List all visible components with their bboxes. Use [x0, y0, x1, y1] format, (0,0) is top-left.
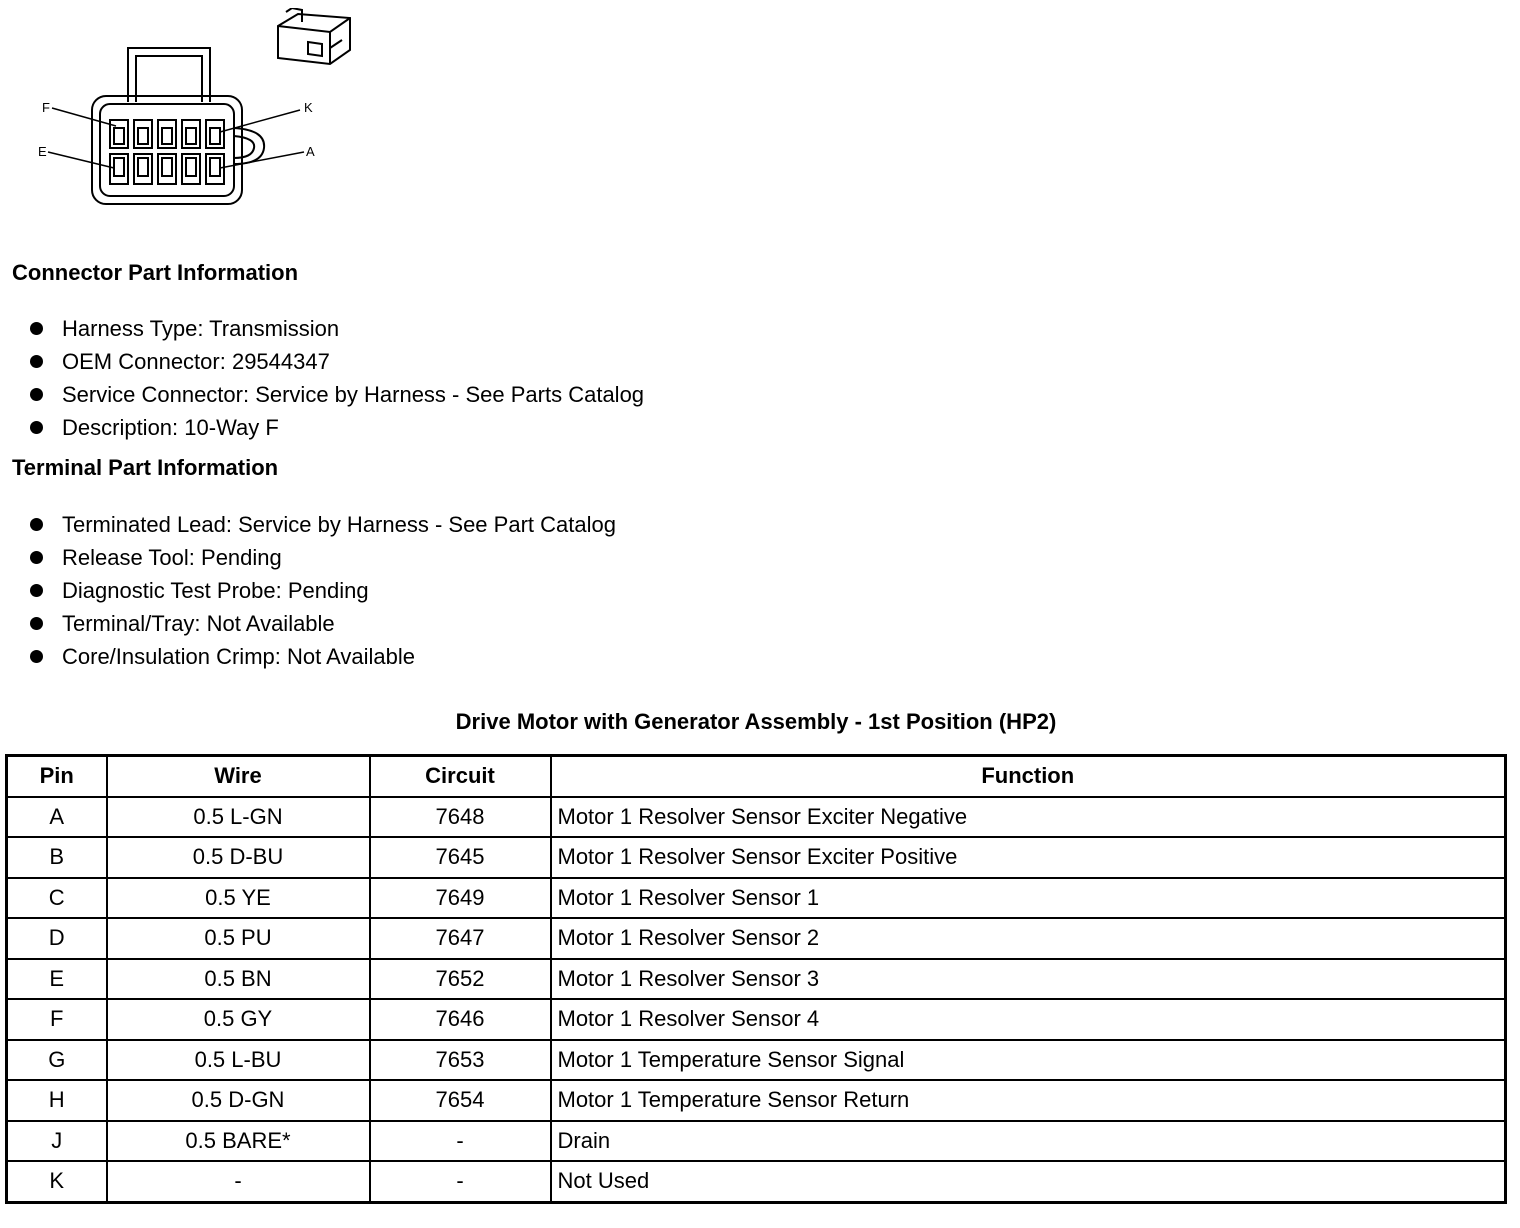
table-row — [7, 959, 1506, 1000]
terminal-info-list — [30, 508, 616, 673]
cell-function: Motor 1 Resolver Sensor 1 — [551, 878, 1506, 919]
cell-circuit: 7646 — [370, 999, 551, 1040]
cell-circuit: 7653 — [370, 1040, 551, 1081]
bullet-icon — [30, 421, 43, 434]
table-row — [7, 999, 1506, 1040]
cell-function: Motor 1 Resolver Sensor 3 — [551, 959, 1506, 1000]
table-row — [7, 837, 1506, 878]
cell-function: Drain — [551, 1121, 1506, 1162]
cell-pin: D — [7, 918, 107, 959]
terminal-info-heading: Terminal Part Information — [12, 455, 279, 480]
table-row — [7, 1040, 1506, 1081]
header-pin: Pin — [7, 756, 107, 797]
cell-pin: A — [7, 797, 107, 838]
table-header-row — [7, 756, 1506, 797]
pinout-table — [5, 754, 1507, 1204]
list-item: Core/Insulation Crimp: Not Available — [30, 640, 616, 673]
cell-pin: J — [7, 1121, 107, 1162]
bullet-icon — [30, 650, 43, 663]
table-title: Drive Motor with Generator Assembly - 1st Position (HP2) — [455, 709, 1057, 734]
table-row — [7, 1080, 1506, 1121]
list-item: Release Tool: Pending — [30, 541, 616, 574]
cell-function: Motor 1 Resolver Sensor 2 — [551, 918, 1506, 959]
connector-isometric-icon — [278, 8, 350, 64]
cell-wire: 0.5 YE — [107, 878, 370, 919]
table-row — [7, 878, 1506, 919]
bullet-icon — [30, 388, 43, 401]
bullet-icon — [30, 322, 43, 335]
cell-wire: 0.5 D-BU — [107, 837, 370, 878]
cell-function: Motor 1 Resolver Sensor 4 — [551, 999, 1506, 1040]
bullet-icon — [30, 551, 43, 564]
list-item: Terminal/Tray: Not Available — [30, 607, 616, 640]
cell-wire: 0.5 BN — [107, 959, 370, 1000]
cell-circuit: - — [370, 1121, 551, 1162]
bullet-icon — [30, 617, 43, 630]
cell-wire: 0.5 L-BU — [107, 1040, 370, 1081]
cell-pin: C — [7, 878, 107, 919]
table-row — [7, 918, 1506, 959]
header-wire: Wire — [107, 756, 370, 797]
cell-circuit: 7654 — [370, 1080, 551, 1121]
connector-diagram — [30, 8, 370, 213]
table-row — [7, 797, 1506, 838]
pin-label-f: F — [42, 100, 50, 115]
bullet-icon — [30, 584, 43, 597]
cell-wire: 0.5 PU — [107, 918, 370, 959]
pin-label-k: K — [304, 100, 313, 115]
cell-circuit: 7647 — [370, 918, 551, 959]
bullet-icon — [30, 518, 43, 531]
cell-function: Motor 1 Resolver Sensor Exciter Negative — [551, 797, 1506, 838]
cell-pin: K — [7, 1161, 107, 1202]
cell-pin: G — [7, 1040, 107, 1081]
list-item: Terminated Lead: Service by Harness - See Part Catalog — [30, 508, 616, 541]
list-item: Service Connector: Service by Harness - See Parts Catalog — [30, 378, 644, 411]
table-row — [7, 1161, 1506, 1202]
cell-wire: 0.5 L-GN — [107, 797, 370, 838]
cell-circuit: 7645 — [370, 837, 551, 878]
pin-label-e: E — [38, 144, 47, 159]
cell-wire: 0.5 D-GN — [107, 1080, 370, 1121]
top-row-cavities — [110, 120, 224, 148]
list-item: Diagnostic Test Probe: Pending — [30, 574, 616, 607]
bottom-row-cavities — [110, 154, 224, 184]
connector-info-heading: Connector Part Information — [12, 260, 299, 285]
connector-info-list — [30, 312, 644, 444]
cell-function: Not Used — [551, 1161, 1506, 1202]
cell-circuit: 7649 — [370, 878, 551, 919]
cell-wire: 0.5 BARE* — [107, 1121, 370, 1162]
cell-circuit: - — [370, 1161, 551, 1202]
cell-wire: 0.5 GY — [107, 999, 370, 1040]
cell-wire: - — [107, 1161, 370, 1202]
cell-function: Motor 1 Resolver Sensor Exciter Positive — [551, 837, 1506, 878]
cell-pin: F — [7, 999, 107, 1040]
bullet-icon — [30, 355, 43, 368]
cell-function: Motor 1 Temperature Sensor Signal — [551, 1040, 1506, 1081]
cell-circuit: 7652 — [370, 959, 551, 1000]
header-circuit: Circuit — [370, 756, 551, 797]
header-function: Function — [551, 756, 1506, 797]
connector-body — [92, 96, 242, 204]
cell-pin: B — [7, 837, 107, 878]
cell-pin: E — [7, 959, 107, 1000]
cell-function: Motor 1 Temperature Sensor Return — [551, 1080, 1506, 1121]
list-item: Harness Type: Transmission — [30, 312, 644, 345]
cell-circuit: 7648 — [370, 797, 551, 838]
list-item: Description: 10-Way F — [30, 411, 644, 444]
cell-pin: H — [7, 1080, 107, 1121]
table-row — [7, 1121, 1506, 1162]
list-item: OEM Connector: 29544347 — [30, 345, 644, 378]
pin-label-a: A — [306, 144, 315, 159]
